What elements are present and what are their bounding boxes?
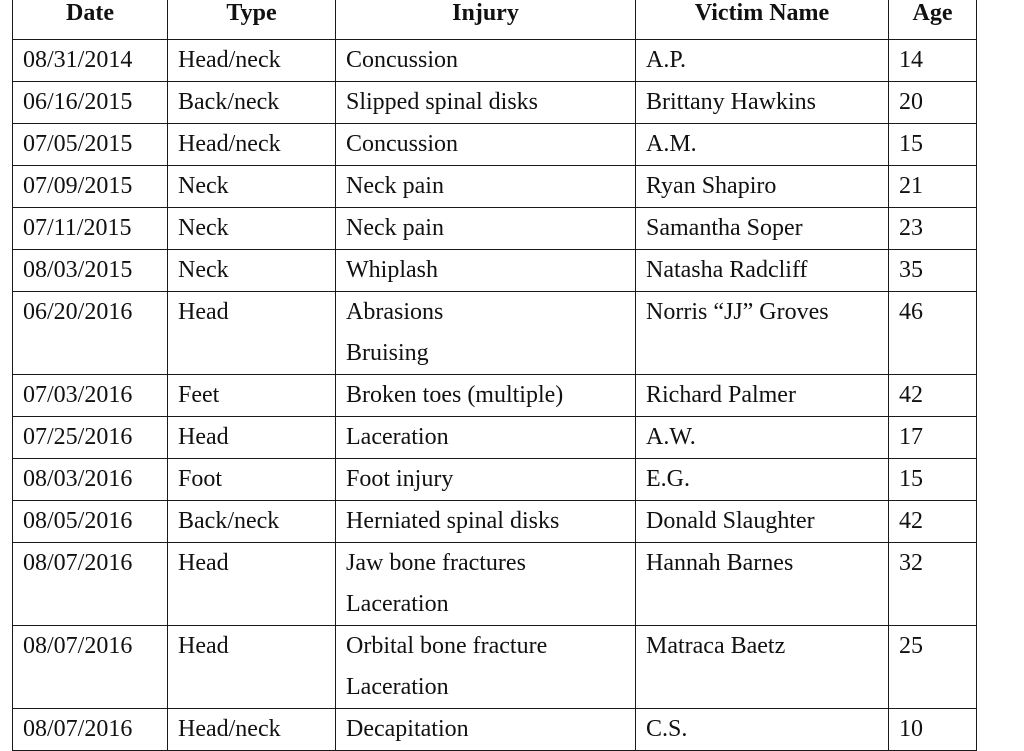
victim-name-cell: C.S. [636, 709, 889, 751]
injury-line: Foot injury [346, 466, 454, 492]
injury-line: Orbital bone fracture [346, 633, 548, 659]
type-cell: Neck [168, 208, 336, 250]
header-row [13, 0, 977, 40]
injury-line: Broken toes (multiple) [346, 382, 564, 408]
date-cell: 07/09/2015 [13, 166, 168, 208]
date-cell: 06/20/2016 [13, 292, 168, 375]
victim-name-cell: Brittany Hawkins [636, 82, 889, 124]
table-row [13, 292, 977, 375]
victim-name-cell: A.W. [636, 417, 889, 459]
age-cell: 15 [889, 459, 977, 501]
injury-line: Decapitation [346, 716, 469, 742]
age-cell: 14 [889, 40, 977, 82]
age-cell: 20 [889, 82, 977, 124]
type-cell: Back/neck [168, 501, 336, 543]
table-row [13, 626, 977, 709]
injury-line: Concussion [346, 47, 459, 73]
type-cell: Head/neck [168, 40, 336, 82]
injury-line: Slipped spinal disks [346, 89, 539, 115]
injury-line: Neck pain [346, 173, 444, 199]
injury-cell [336, 709, 636, 751]
injury-line: Concussion [346, 131, 459, 157]
injury-cell [336, 82, 636, 124]
injury-line: Herniated spinal disks [346, 508, 560, 534]
age-cell: 17 [889, 417, 977, 459]
date-cell: 08/03/2015 [13, 250, 168, 292]
injury-line: Laceration [346, 424, 449, 450]
date-cell: 07/11/2015 [13, 208, 168, 250]
injury-line: Jaw bone fractures [346, 550, 526, 576]
date-cell: 07/25/2016 [13, 417, 168, 459]
type-header: Type [168, 0, 336, 40]
age-cell: 10 [889, 709, 977, 751]
table-row [13, 543, 977, 626]
table-row [13, 82, 977, 124]
date-cell: 08/07/2016 [13, 543, 168, 626]
injury-line: Bruising [346, 340, 429, 366]
injury-line: Abrasions [346, 299, 444, 325]
date-cell: 08/07/2016 [13, 709, 168, 751]
injury-table [12, 0, 977, 751]
date-cell: 06/16/2015 [13, 82, 168, 124]
injury-cell [336, 543, 636, 626]
type-cell: Foot [168, 459, 336, 501]
injury-line: Neck pain [346, 215, 444, 241]
date-cell: 08/07/2016 [13, 626, 168, 709]
table-header [13, 0, 977, 40]
injury-line: Laceration [346, 591, 449, 617]
type-cell: Head [168, 626, 336, 709]
type-cell: Back/neck [168, 82, 336, 124]
injury-cell [336, 124, 636, 166]
injury-cell [336, 208, 636, 250]
type-cell: Head/neck [168, 124, 336, 166]
age-cell: 42 [889, 375, 977, 417]
date-cell: 08/05/2016 [13, 501, 168, 543]
table-row [13, 375, 977, 417]
age-cell: 21 [889, 166, 977, 208]
type-cell: Head [168, 543, 336, 626]
table-row [13, 250, 977, 292]
age-cell: 46 [889, 292, 977, 375]
table-row [13, 417, 977, 459]
table-row [13, 124, 977, 166]
age-cell: 25 [889, 626, 977, 709]
victim-name-cell: E.G. [636, 459, 889, 501]
injury-cell [336, 626, 636, 709]
injury-cell [336, 292, 636, 375]
victim-name-cell: A.P. [636, 40, 889, 82]
injury-cell [336, 166, 636, 208]
age-header: Age [889, 0, 977, 40]
type-cell: Head/neck [168, 709, 336, 751]
victim-name-cell: Hannah Barnes [636, 543, 889, 626]
table-row [13, 208, 977, 250]
injury-line: Laceration [346, 674, 449, 700]
age-cell: 42 [889, 501, 977, 543]
age-cell: 35 [889, 250, 977, 292]
injury-cell [336, 250, 636, 292]
victim-name-cell: Matraca Baetz [636, 626, 889, 709]
injury-cell [336, 417, 636, 459]
injury-header: Injury [336, 0, 636, 40]
age-cell: 32 [889, 543, 977, 626]
victim-name-cell: Richard Palmer [636, 375, 889, 417]
victim-name-cell: Norris “JJ” Groves [636, 292, 889, 375]
table-row [13, 40, 977, 82]
date-cell: 08/03/2016 [13, 459, 168, 501]
date-cell: 07/05/2015 [13, 124, 168, 166]
table-row [13, 709, 977, 751]
age-cell: 23 [889, 208, 977, 250]
table-row [13, 501, 977, 543]
table-row [13, 166, 977, 208]
victim-name-cell: Ryan Shapiro [636, 166, 889, 208]
injury-cell [336, 40, 636, 82]
victim-name-cell: Samantha Soper [636, 208, 889, 250]
type-cell: Feet [168, 375, 336, 417]
injury-cell [336, 375, 636, 417]
victim-name-cell: A.M. [636, 124, 889, 166]
date-cell: 07/03/2016 [13, 375, 168, 417]
injury-cell [336, 459, 636, 501]
type-cell: Head [168, 292, 336, 375]
type-cell: Neck [168, 166, 336, 208]
injury-cell [336, 501, 636, 543]
victim-name-header: Victim Name [636, 0, 889, 40]
injury-line: Whiplash [346, 257, 438, 283]
age-cell: 15 [889, 124, 977, 166]
date-header: Date [13, 0, 168, 40]
victim-name-cell: Donald Slaughter [636, 501, 889, 543]
victim-name-cell: Natasha Radcliff [636, 250, 889, 292]
table-body [13, 40, 977, 751]
table-row [13, 459, 977, 501]
type-cell: Neck [168, 250, 336, 292]
date-cell: 08/31/2014 [13, 40, 168, 82]
type-cell: Head [168, 417, 336, 459]
